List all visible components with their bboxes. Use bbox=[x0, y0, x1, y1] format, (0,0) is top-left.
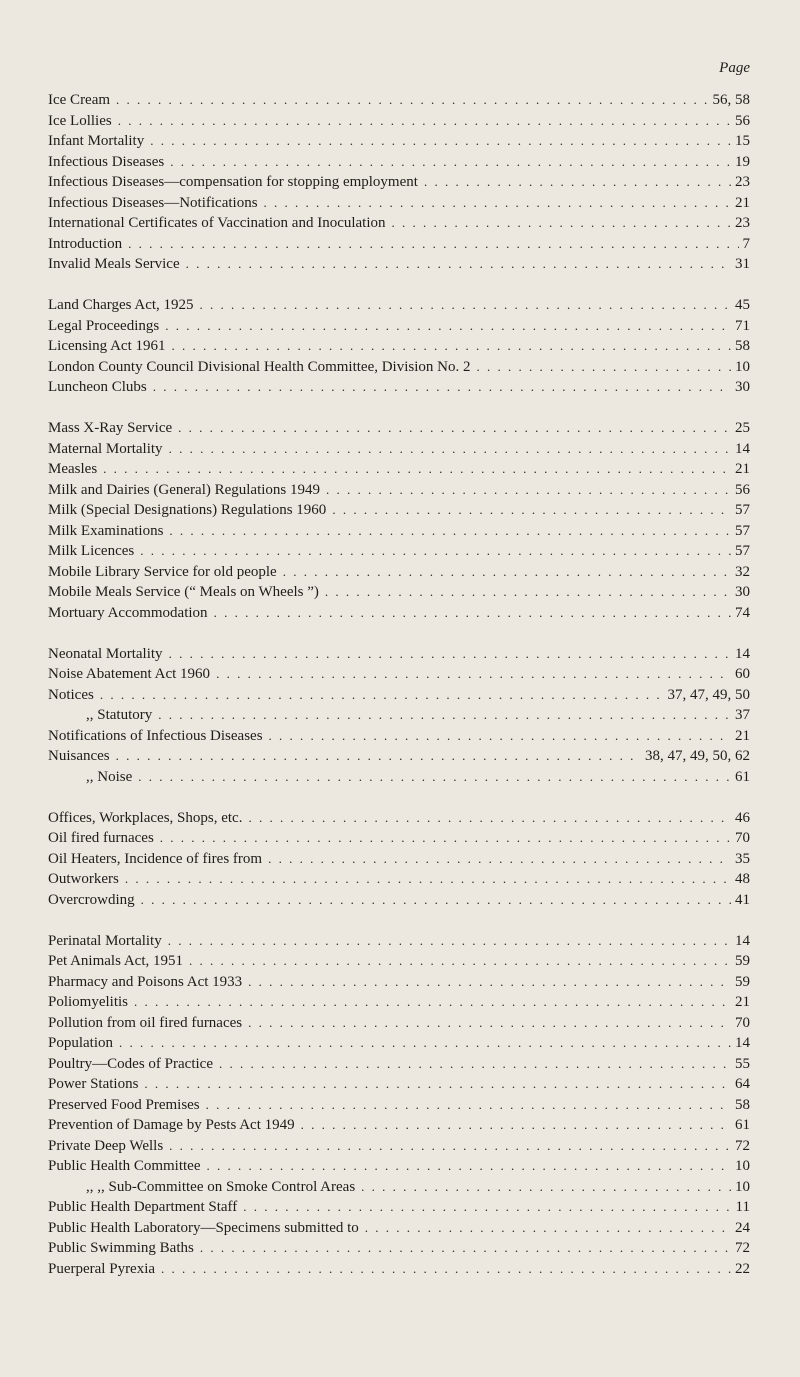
dot-leader bbox=[171, 336, 731, 357]
entry-label: Licensing Act 1961 bbox=[48, 338, 166, 354]
index-entry bbox=[48, 726, 750, 747]
entry-page-numbers: 61 bbox=[735, 1117, 750, 1133]
entry-page-numbers: 48 bbox=[735, 871, 750, 887]
entry-label: International Certificates of Vaccination and Inoculation bbox=[48, 215, 386, 231]
entry-label: Pollution from oil fired furnaces bbox=[48, 1014, 243, 1031]
entry-label: Milk (Special Designations) Regulations 1960 bbox=[48, 502, 327, 518]
entry-label: Infectious Diseases—compensation for stopping employment bbox=[48, 174, 418, 190]
entry-page-numbers: 46 bbox=[735, 809, 750, 826]
index-entry bbox=[48, 131, 750, 152]
group-spacer bbox=[48, 275, 750, 296]
index-entry bbox=[48, 1054, 750, 1075]
dot-leader bbox=[216, 664, 731, 685]
index-entry bbox=[48, 808, 750, 829]
entry-page-numbers: 59 bbox=[735, 953, 750, 969]
dot-leader bbox=[116, 90, 708, 111]
index-entry bbox=[48, 541, 750, 562]
group-spacer bbox=[48, 910, 750, 931]
entry-page-numbers: 72 bbox=[735, 1137, 750, 1154]
entry-page-numbers: 57 bbox=[735, 502, 750, 518]
dot-leader bbox=[264, 193, 731, 214]
dot-leader bbox=[206, 1095, 731, 1116]
dot-leader bbox=[269, 726, 731, 747]
index-entry bbox=[48, 1136, 750, 1157]
entry-page-numbers: 10 bbox=[735, 1158, 750, 1174]
index-entry bbox=[48, 1074, 750, 1095]
entry-label: Ice Lollies bbox=[48, 112, 112, 129]
dot-leader bbox=[283, 562, 731, 583]
entry-page-numbers: 72 bbox=[735, 1240, 750, 1256]
dot-leader bbox=[165, 316, 731, 337]
dot-leader bbox=[150, 131, 731, 152]
entry-page-numbers: 14 bbox=[735, 645, 750, 662]
index-entry bbox=[48, 1033, 750, 1054]
dot-leader bbox=[361, 1177, 731, 1198]
dot-leader bbox=[326, 480, 731, 501]
index-entry bbox=[48, 705, 750, 726]
entry-page-numbers: 35 bbox=[735, 850, 750, 867]
entry-page-numbers: 14 bbox=[735, 1035, 750, 1051]
entry-label: Offices, Workplaces, Shops, etc. bbox=[48, 809, 243, 826]
dot-leader bbox=[161, 1259, 731, 1280]
entry-page-numbers: 55 bbox=[735, 1055, 750, 1072]
entry-label: Land Charges Act, 1925 bbox=[48, 297, 194, 313]
dot-leader bbox=[141, 890, 731, 911]
entry-label: Prevention of Damage by Pests Act 1949 bbox=[48, 1117, 295, 1133]
index-entry bbox=[48, 746, 750, 767]
entry-label: Neonatal Mortality bbox=[48, 645, 163, 662]
entry-label: Population bbox=[48, 1035, 114, 1051]
index-entry bbox=[48, 418, 750, 439]
entry-page-numbers: 57 bbox=[735, 522, 750, 539]
entry-label: Maternal Mortality bbox=[48, 440, 163, 457]
index-entry bbox=[48, 890, 750, 911]
entry-label: Perinatal Mortality bbox=[48, 932, 162, 949]
index-entry bbox=[48, 1095, 750, 1116]
group-spacer bbox=[48, 623, 750, 644]
entry-page-numbers: 10 bbox=[735, 358, 750, 375]
index-entry bbox=[48, 316, 750, 337]
index-entry bbox=[48, 357, 750, 378]
index-entry bbox=[48, 1177, 750, 1198]
entry-label: Private Deep Wells bbox=[48, 1137, 164, 1154]
entry-label: Public Swimming Baths bbox=[48, 1240, 194, 1256]
dot-leader bbox=[158, 705, 731, 726]
entry-label: Milk Examinations bbox=[48, 522, 164, 539]
entry-label: Infectious Diseases bbox=[48, 153, 165, 170]
index-entry bbox=[48, 869, 750, 890]
dot-leader bbox=[301, 1115, 731, 1136]
index-entry bbox=[48, 767, 750, 788]
entry-page-numbers: 60 bbox=[735, 666, 750, 682]
entry-label: Mobile Meals Service (“ Meals on Wheels ”) bbox=[48, 584, 319, 600]
dot-leader bbox=[248, 1013, 731, 1034]
index-entry bbox=[48, 603, 750, 624]
entry-label: Pet Animals Act, 1951 bbox=[48, 953, 183, 969]
entry-page-numbers: 21 bbox=[735, 727, 750, 744]
entry-label: Mass X-Ray Service bbox=[48, 420, 173, 436]
dot-leader bbox=[134, 992, 731, 1013]
index-entry bbox=[48, 1156, 750, 1177]
dot-leader bbox=[168, 931, 731, 952]
dot-leader bbox=[138, 767, 731, 788]
entry-page-numbers: 32 bbox=[735, 563, 750, 580]
dot-leader bbox=[200, 1238, 731, 1259]
index-entry bbox=[48, 562, 750, 583]
dot-leader bbox=[365, 1218, 731, 1239]
index-entry bbox=[48, 193, 750, 214]
entry-label: London County Council Divisional Health Committee, Division No. 2 bbox=[48, 358, 471, 375]
dot-leader bbox=[476, 357, 731, 378]
index-entry bbox=[48, 234, 750, 255]
index-entry bbox=[48, 849, 750, 870]
dot-leader bbox=[325, 582, 731, 603]
dot-leader bbox=[140, 541, 731, 562]
entry-label: Poultry—Codes of Practice bbox=[48, 1055, 213, 1072]
entry-label: Invalid Meals Service bbox=[48, 256, 180, 272]
dot-leader bbox=[125, 869, 731, 890]
index-entry bbox=[48, 992, 750, 1013]
entry-page-numbers: 56 bbox=[735, 112, 750, 129]
index-entry bbox=[48, 951, 750, 972]
dot-leader bbox=[200, 295, 731, 316]
entry-label: Outworkers bbox=[48, 871, 119, 887]
dot-leader bbox=[169, 521, 731, 542]
entry-label: Notifications of Infectious Diseases bbox=[48, 727, 263, 744]
entry-label: Mortuary Accommodation bbox=[48, 604, 208, 621]
dot-leader bbox=[119, 1033, 731, 1054]
entry-label: Power Stations bbox=[48, 1076, 139, 1092]
entry-label: Oil fired furnaces bbox=[48, 830, 154, 846]
entry-page-numbers: 57 bbox=[735, 543, 750, 559]
entry-page-numbers: 23 bbox=[735, 174, 750, 190]
entry-page-numbers: 59 bbox=[735, 973, 750, 990]
index-entry bbox=[48, 439, 750, 460]
entry-page-numbers: 21 bbox=[735, 461, 750, 477]
entry-label: Ice Cream bbox=[48, 92, 111, 108]
index-entry bbox=[48, 931, 750, 952]
dot-leader bbox=[170, 152, 731, 173]
entry-page-numbers: 11 bbox=[735, 1199, 750, 1215]
dot-leader bbox=[118, 111, 731, 132]
entry-label: Luncheon Clubs bbox=[48, 379, 147, 395]
index-entry bbox=[48, 685, 750, 706]
dot-leader bbox=[206, 1156, 731, 1177]
dot-leader bbox=[186, 254, 731, 275]
dot-leader bbox=[214, 603, 731, 624]
index-entry bbox=[48, 295, 750, 316]
dot-leader bbox=[144, 1074, 731, 1095]
index-entry bbox=[48, 828, 750, 849]
entry-page-numbers: 10 bbox=[735, 1178, 750, 1195]
index-entry bbox=[48, 500, 750, 521]
entry-label: Public Health Department Staff bbox=[48, 1199, 238, 1215]
entry-label: ,, Noise bbox=[86, 768, 133, 785]
index-entry bbox=[48, 1115, 750, 1136]
entry-label: Pharmacy and Poisons Act 1933 bbox=[48, 973, 243, 990]
entry-label: Infectious Diseases—Notifications bbox=[48, 194, 258, 211]
entry-label: Infant Mortality bbox=[48, 133, 145, 149]
entry-label: ,, Statutory bbox=[86, 707, 153, 723]
index-entry bbox=[48, 1013, 750, 1034]
index-entry bbox=[48, 377, 750, 398]
entry-label: Noise Abatement Act 1960 bbox=[48, 666, 211, 682]
dot-leader bbox=[169, 644, 731, 665]
dot-leader bbox=[169, 439, 731, 460]
entry-page-numbers: 23 bbox=[735, 215, 750, 231]
entry-page-numbers: 56, 58 bbox=[712, 92, 750, 108]
index-entry bbox=[48, 172, 750, 193]
entry-page-numbers: 45 bbox=[735, 297, 750, 313]
index-entry bbox=[48, 336, 750, 357]
index-entry bbox=[48, 972, 750, 993]
entry-page-numbers: 70 bbox=[735, 830, 750, 846]
entry-page-numbers: 14 bbox=[735, 440, 750, 457]
entry-page-numbers: 21 bbox=[735, 194, 750, 211]
entry-page-numbers: 74 bbox=[735, 604, 750, 621]
entry-page-numbers: 21 bbox=[735, 994, 750, 1010]
entry-page-numbers: 61 bbox=[735, 768, 750, 785]
dot-leader bbox=[128, 234, 738, 255]
index-entry bbox=[48, 480, 750, 501]
entry-page-numbers: 22 bbox=[735, 1260, 750, 1277]
entry-page-numbers: 37 bbox=[735, 707, 750, 723]
entry-label: Puerperal Pyrexia bbox=[48, 1260, 156, 1277]
entry-label: Preserved Food Premises bbox=[48, 1096, 200, 1113]
entry-page-numbers: 58 bbox=[735, 1096, 750, 1113]
index-entry bbox=[48, 644, 750, 665]
entry-page-numbers: 7 bbox=[742, 235, 750, 252]
group-spacer bbox=[48, 398, 750, 419]
entry-page-numbers: 58 bbox=[735, 338, 750, 354]
entry-label: Public Health Committee bbox=[48, 1158, 201, 1174]
dot-leader bbox=[116, 746, 641, 767]
entry-label: Milk Licences bbox=[48, 543, 135, 559]
index-entry bbox=[48, 582, 750, 603]
entry-page-numbers: 15 bbox=[735, 133, 750, 149]
entry-page-numbers: 24 bbox=[735, 1219, 750, 1236]
group-spacer bbox=[48, 787, 750, 808]
dot-leader bbox=[100, 685, 664, 706]
entry-page-numbers: 64 bbox=[735, 1076, 750, 1092]
dot-leader bbox=[268, 849, 731, 870]
entry-page-numbers: 30 bbox=[735, 379, 750, 395]
entry-page-numbers: 30 bbox=[735, 584, 750, 600]
index-entry bbox=[48, 1238, 750, 1259]
entry-label: Overcrowding bbox=[48, 891, 135, 908]
dot-leader bbox=[153, 377, 731, 398]
entry-label: Mobile Library Service for old people bbox=[48, 563, 277, 580]
index-entry bbox=[48, 254, 750, 275]
entry-label: Poliomyelitis bbox=[48, 994, 129, 1010]
dot-leader bbox=[392, 213, 731, 234]
dot-leader bbox=[189, 951, 731, 972]
entry-label: Introduction bbox=[48, 235, 123, 252]
entry-label: Legal Proceedings bbox=[48, 317, 160, 334]
entry-page-numbers: 14 bbox=[735, 932, 750, 949]
index-entry bbox=[48, 459, 750, 480]
dot-leader bbox=[248, 808, 731, 829]
dot-leader bbox=[169, 1136, 731, 1157]
entry-label: ,, ,, Sub-Committee on Smoke Control Areas bbox=[86, 1178, 356, 1195]
entry-page-numbers: 25 bbox=[735, 420, 750, 436]
index-entry bbox=[48, 111, 750, 132]
entry-page-numbers: 38, 47, 49, 50, 62 bbox=[645, 748, 750, 764]
index-list bbox=[48, 90, 750, 1279]
entry-page-numbers: 37, 47, 49, 50 bbox=[667, 686, 750, 703]
dot-leader bbox=[219, 1054, 731, 1075]
entry-page-numbers: 71 bbox=[735, 317, 750, 334]
entry-page-numbers: 19 bbox=[735, 153, 750, 170]
entry-page-numbers: 70 bbox=[735, 1014, 750, 1031]
index-entry bbox=[48, 1259, 750, 1280]
entry-label: Notices bbox=[48, 686, 94, 703]
entry-label: Public Health Laboratory—Specimens submitted to bbox=[48, 1219, 359, 1236]
index-entry bbox=[48, 1218, 750, 1239]
index-entry bbox=[48, 152, 750, 173]
dot-leader bbox=[424, 172, 731, 193]
entry-page-numbers: 41 bbox=[735, 891, 750, 908]
index-entry bbox=[48, 664, 750, 685]
entry-page-numbers: 56 bbox=[735, 481, 750, 498]
index-entry bbox=[48, 1197, 750, 1218]
index-entry bbox=[48, 521, 750, 542]
dot-leader bbox=[178, 418, 731, 439]
page-column-heading: Page bbox=[719, 60, 750, 76]
dot-leader bbox=[160, 828, 731, 849]
dot-leader bbox=[243, 1197, 731, 1218]
entry-label: Nuisances bbox=[48, 748, 110, 764]
entry-label: Oil Heaters, Incidence of fires from bbox=[48, 850, 263, 867]
entry-label: Milk and Dairies (General) Regulations 1949 bbox=[48, 481, 321, 498]
dot-leader bbox=[332, 500, 731, 521]
dot-leader bbox=[103, 459, 731, 480]
index-entry bbox=[48, 213, 750, 234]
entry-label: Measles bbox=[48, 461, 98, 477]
index-entry bbox=[48, 90, 750, 111]
entry-page-numbers: 31 bbox=[735, 256, 750, 272]
dot-leader bbox=[248, 972, 731, 993]
